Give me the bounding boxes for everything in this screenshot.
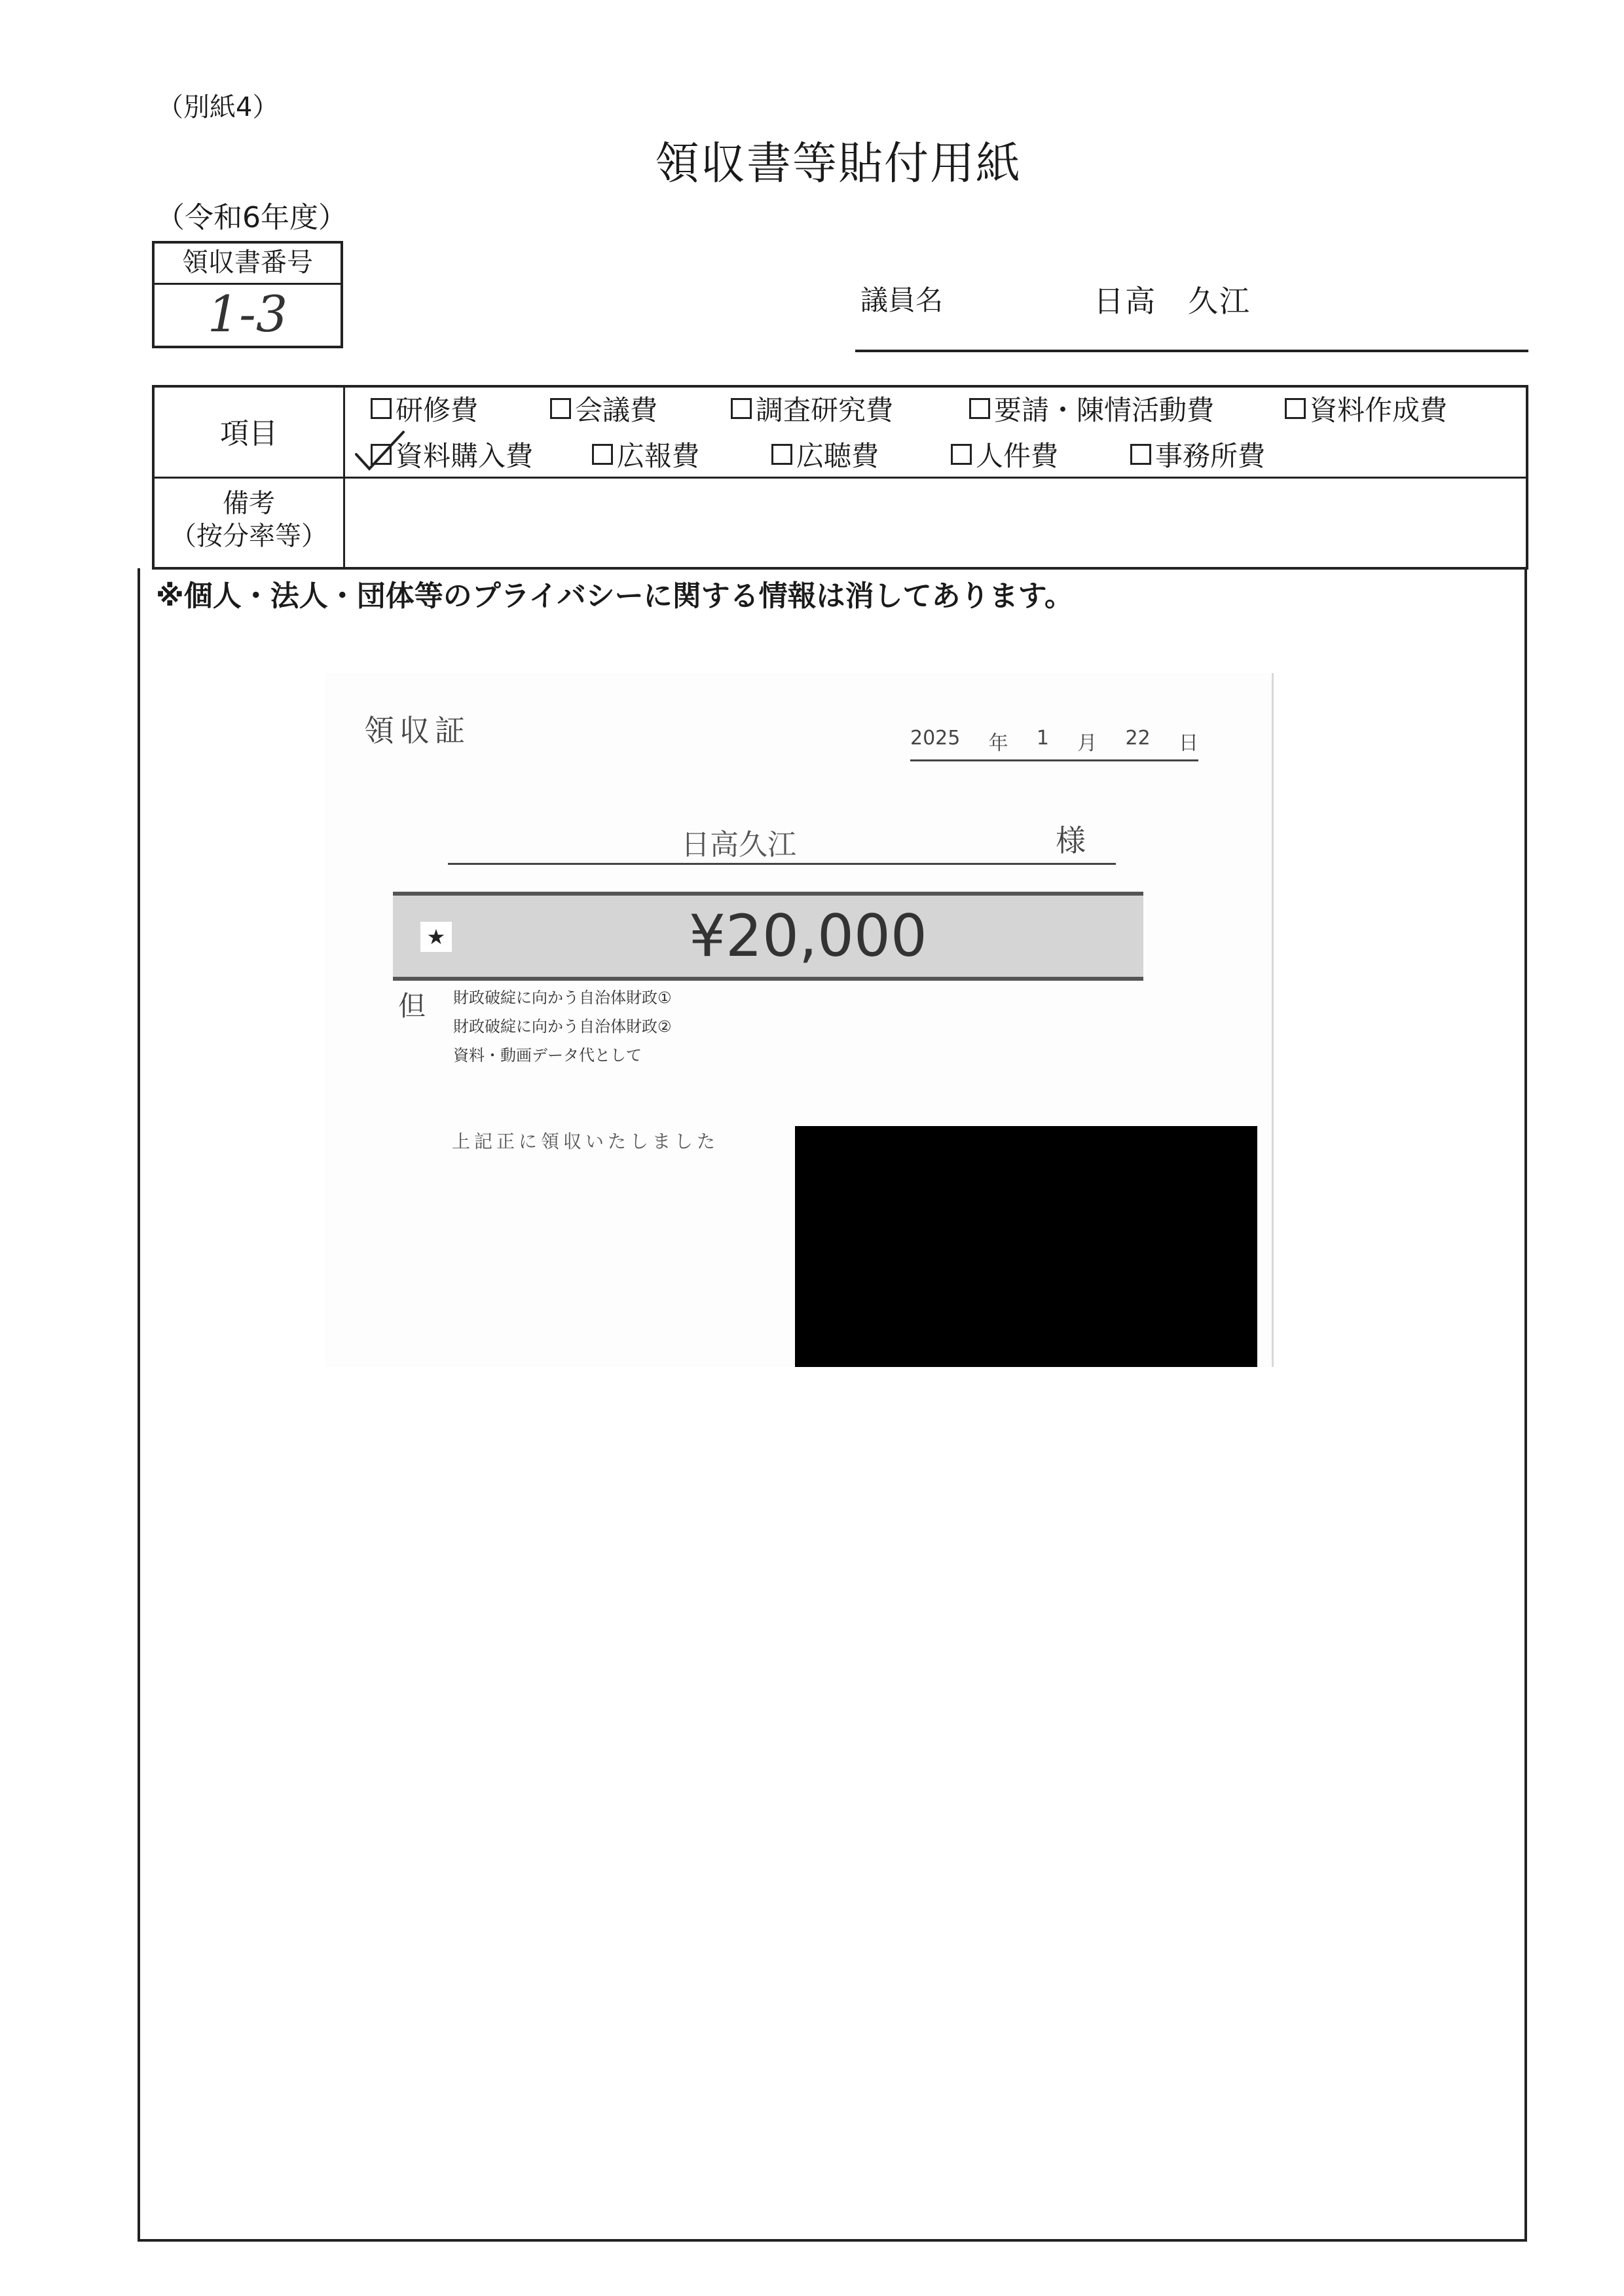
checkbox-box[interactable]: [1130, 444, 1151, 465]
receipt-purpose-line-2: 財政破綻に向かう自治体財政②: [453, 1017, 672, 1036]
category-checkbox-kenshu[interactable]: [371, 389, 478, 428]
member-name-value: 日高 久江: [1094, 283, 1251, 319]
check-mark-icon: [354, 428, 406, 474]
checkbox-box[interactable]: [969, 398, 990, 419]
item-label: 項目: [220, 417, 278, 450]
category-label: 事務所費: [1155, 440, 1266, 472]
category-label: 人件費: [976, 440, 1059, 472]
checkbox-box[interactable]: [731, 398, 752, 419]
category-label: 要請・陳情活動費: [994, 394, 1215, 426]
category-label: 研修費: [396, 394, 479, 426]
receipt-number-label: 領収書番号: [155, 244, 341, 285]
category-checkbox-yosei-chinjo[interactable]: [969, 389, 1214, 428]
member-name-label: 議員名: [860, 284, 944, 316]
checkbox-box[interactable]: [1285, 398, 1306, 419]
receipt-purpose-line-1: 財政破綻に向かう自治体財政①: [453, 989, 672, 1007]
receipt-date-month-unit: 月: [1077, 732, 1098, 755]
notes-label-line1: 備考: [223, 488, 275, 519]
redaction-block: [795, 1126, 1257, 1367]
category-label: 調査研究費: [756, 394, 894, 426]
receipt-date-year: 2025: [910, 727, 961, 750]
attachment-label: （別紙4）: [157, 92, 279, 122]
receipt-date-day-unit: 日: [1178, 732, 1198, 755]
category-checkbox-jinken[interactable]: [951, 435, 1058, 474]
notes-label-line2: （按分率等）: [170, 521, 327, 551]
category-checkbox-jimusho[interactable]: [1130, 435, 1265, 474]
table-column-divider: [343, 385, 345, 570]
receipt-amount: ¥20,000: [689, 902, 927, 970]
privacy-note: ※個人・法人・団体等のプライバシーに関する情報は消してあります。: [156, 579, 1074, 613]
receipt-honorific: 様: [1056, 823, 1086, 858]
checkbox-box[interactable]: [951, 444, 972, 465]
receipt-date-day: 22: [1125, 727, 1151, 750]
receipt-number-value: 1-3: [207, 285, 288, 343]
category-checkbox-koho[interactable]: [592, 435, 699, 474]
page-title: 領収書等貼付用紙: [654, 138, 1022, 190]
category-label: 資料購入費: [396, 440, 534, 472]
category-label: 広聴費: [796, 440, 879, 472]
category-checkbox-shiryo-sakusei[interactable]: [1285, 389, 1447, 428]
receipt-date-year-unit: 年: [988, 732, 1008, 755]
checkbox-box[interactable]: [771, 444, 792, 465]
category-label: 広報費: [617, 440, 700, 472]
notes-label: [155, 487, 343, 553]
checkbox-box[interactable]: [550, 398, 571, 419]
category-checkbox-chosa-kenkyu[interactable]: [731, 389, 893, 428]
category-label: 資料作成費: [1310, 394, 1448, 426]
table-row-divider: [152, 477, 1528, 479]
receipt-title: 領収証: [364, 713, 470, 748]
category-checkbox-kaigi[interactable]: [550, 389, 657, 428]
receipt-payee-name: 日高久江: [681, 828, 796, 862]
fiscal-year: （令和6年度）: [156, 201, 347, 234]
receipt-received-statement: 上記正に領収いたしました: [452, 1131, 720, 1152]
checkbox-box[interactable]: [371, 398, 392, 419]
receipt-purpose-label: 但: [398, 990, 426, 1022]
receipt-number-box: [152, 241, 343, 348]
receipt-date-month: 1: [1036, 727, 1049, 750]
category-label: 会議費: [575, 394, 658, 426]
member-name-underline: [855, 350, 1528, 352]
star-icon: ★: [420, 922, 452, 952]
checkbox-box[interactable]: [592, 444, 613, 465]
receipt-date: [910, 727, 1198, 761]
receipt-purpose-line-3: 資料・動画データ代として: [453, 1046, 642, 1065]
category-checkbox-kocho[interactable]: [771, 435, 879, 474]
